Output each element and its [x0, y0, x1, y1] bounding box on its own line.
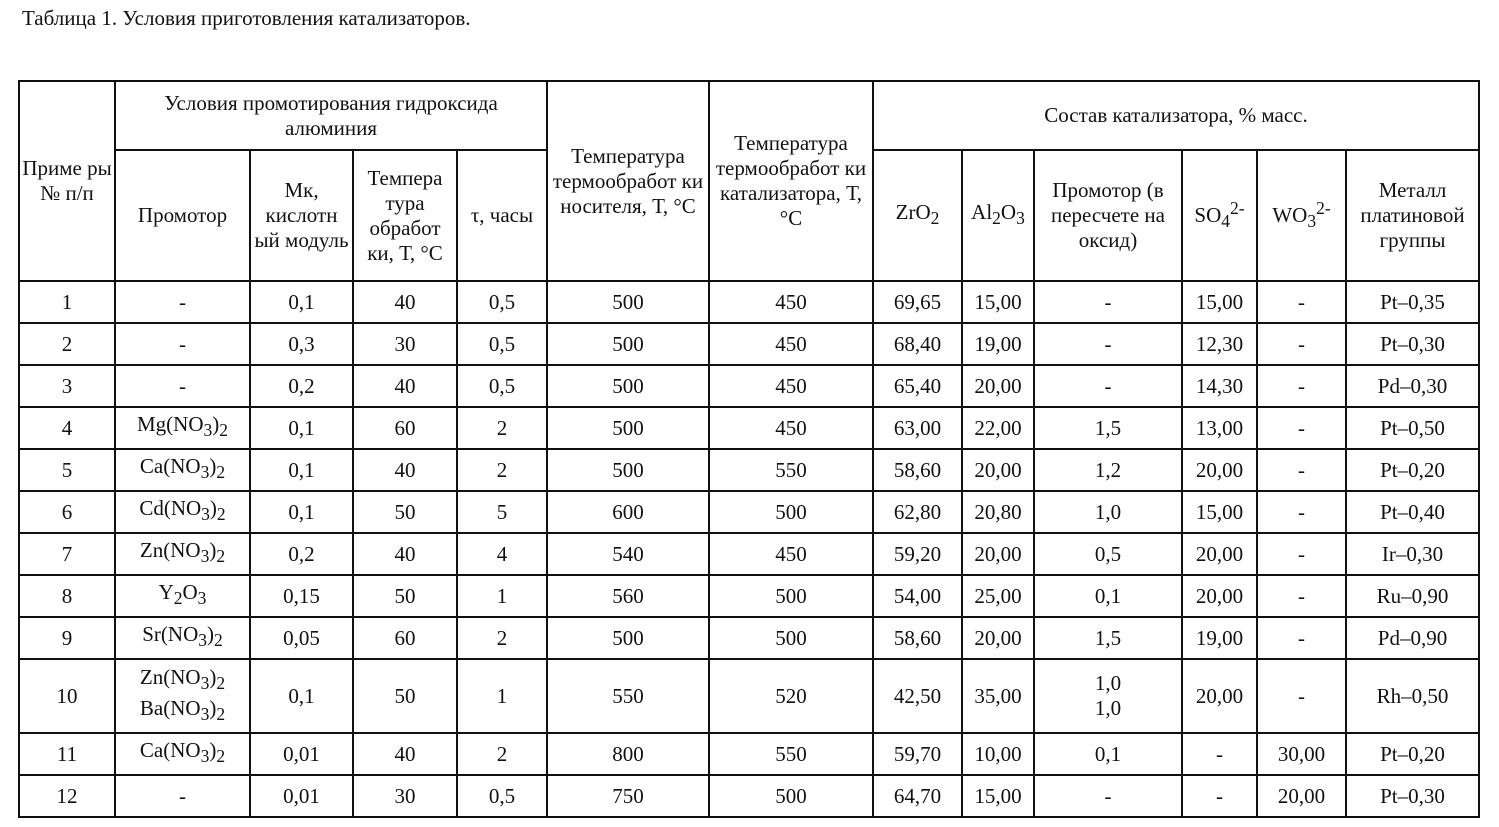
formula-part: -	[179, 331, 186, 356]
formula-part: Ca(NO	[139, 738, 201, 763]
cell-time-hours: 2	[457, 449, 547, 491]
table-row	[19, 659, 1479, 733]
promoter-oxide-value: -	[1104, 331, 1112, 356]
cell-metal: Pt–0,50	[1346, 407, 1479, 449]
table-row	[19, 575, 1479, 617]
promoter-oxide-value: 1,2	[1094, 457, 1122, 482]
cell-treatment-temperature: 40	[353, 449, 457, 491]
cell-al2o3: 20,00	[962, 365, 1034, 407]
formula-part: Zn(NO	[139, 538, 201, 563]
cell-promoter-oxide	[1034, 659, 1182, 733]
cell-acid-modulus: 0,01	[250, 775, 353, 817]
cell-metal: Pd–0,90	[1346, 617, 1479, 659]
cell-zro2: 58,60	[873, 449, 962, 491]
promoter-oxide-value: 0,1	[1094, 741, 1122, 766]
promoter-oxide-value: 0,1	[1094, 583, 1122, 608]
promoter-oxide-value: 1,5	[1094, 625, 1122, 650]
table-row	[19, 365, 1479, 407]
promoter-oxide-value: -	[1104, 783, 1112, 808]
cell-al2o3: 20,80	[962, 491, 1034, 533]
cell-carrier-temperature: 750	[547, 775, 709, 817]
cell-wo3: -	[1257, 491, 1346, 533]
formula-part: 2	[173, 588, 183, 609]
cell-al2o3: 15,00	[962, 281, 1034, 323]
cell-carrier-temperature: 500	[547, 407, 709, 449]
cell-metal: Pt–0,30	[1346, 323, 1479, 365]
formula-part: 2	[216, 504, 226, 525]
header-promoter-oxide: Промотор (в пересчете на оксид)	[1034, 150, 1182, 281]
header-catalyst-temperature: Температура термообработ ки катализатора, Т, °С	[709, 81, 873, 281]
table-row	[19, 533, 1479, 575]
promoter-formula	[117, 538, 248, 569]
promoter-formula	[117, 454, 248, 485]
so4-base: SO	[1194, 203, 1222, 228]
cell-promoter-oxide	[1034, 617, 1182, 659]
promoter-oxide-value: -	[1104, 373, 1112, 398]
cell-zro2: 69,65	[873, 281, 962, 323]
cell-zro2: 63,00	[873, 407, 962, 449]
cell-row-number: 8	[19, 575, 115, 617]
promoter-oxide-value: -	[1104, 289, 1112, 314]
cell-promoter-oxide	[1034, 281, 1182, 323]
cell-acid-modulus: 0,15	[250, 575, 353, 617]
cell-acid-modulus: 0,1	[250, 407, 353, 449]
promoter-formula	[117, 332, 248, 357]
cell-time-hours: 1	[457, 659, 547, 733]
formula-part: -	[179, 373, 186, 398]
cell-treatment-temperature: 30	[353, 775, 457, 817]
cell-promoter-oxide	[1034, 575, 1182, 617]
promoter-oxide-value: 1,0	[1094, 499, 1122, 524]
cell-treatment-temperature: 50	[353, 491, 457, 533]
formula-part: Ba(NO	[139, 696, 201, 720]
cell-time-hours: 2	[457, 733, 547, 775]
formula-part: -	[179, 289, 186, 314]
cell-zro2: 42,50	[873, 659, 962, 733]
cell-promoter	[115, 659, 250, 733]
promoter-formula	[117, 290, 248, 315]
cell-wo3: -	[1257, 659, 1346, 733]
cell-promoter-oxide	[1034, 775, 1182, 817]
header-wo3	[1257, 150, 1346, 281]
formula-part: )	[209, 664, 217, 689]
cell-acid-modulus: 0,1	[250, 659, 353, 733]
table-row	[19, 733, 1479, 775]
formula-part: Ca(NO	[139, 454, 201, 479]
cell-catalyst-temperature: 450	[709, 407, 873, 449]
cell-catalyst-temperature: 550	[709, 449, 873, 491]
cell-catalyst-temperature: 550	[709, 733, 873, 775]
cell-acid-modulus: 0,01	[250, 733, 353, 775]
header-time-hours: τ, часы	[457, 150, 547, 281]
cell-treatment-temperature: 60	[353, 617, 457, 659]
cell-carrier-temperature: 540	[547, 533, 709, 575]
cell-promoter	[115, 775, 250, 817]
cell-al2o3: 20,00	[962, 449, 1034, 491]
cell-acid-modulus: 0,2	[250, 365, 353, 407]
cell-treatment-temperature: 40	[353, 365, 457, 407]
cell-treatment-temperature: 40	[353, 733, 457, 775]
cell-metal: Pt–0,20	[1346, 733, 1479, 775]
cell-promoter-oxide	[1034, 491, 1182, 533]
header-zro2	[873, 150, 962, 281]
formula-part: 2	[216, 673, 226, 693]
cell-wo3: -	[1257, 281, 1346, 323]
cell-al2o3: 20,00	[962, 617, 1034, 659]
cell-row-number: 12	[19, 775, 115, 817]
zro2-sub: 2	[930, 208, 940, 229]
cell-treatment-temperature: 40	[353, 281, 457, 323]
formula-part: )	[209, 696, 217, 720]
cell-time-hours: 0,5	[457, 775, 547, 817]
header-platinum-group-metal: Металл платиновой группы	[1346, 150, 1479, 281]
table-row	[19, 281, 1479, 323]
cell-so4: -	[1182, 775, 1257, 817]
al2o3-a: Al	[971, 199, 993, 224]
formula-part: 2	[216, 462, 226, 483]
cell-so4: 20,00	[1182, 659, 1257, 733]
cell-al2o3: 19,00	[962, 323, 1034, 365]
cell-metal: Ru–0,90	[1346, 575, 1479, 617]
cell-carrier-temperature: 500	[547, 617, 709, 659]
cell-zro2: 58,60	[873, 617, 962, 659]
cell-time-hours: 0,5	[457, 323, 547, 365]
cell-al2o3: 22,00	[962, 407, 1034, 449]
cell-time-hours: 2	[457, 407, 547, 449]
formula-part: 3	[200, 546, 210, 567]
cell-treatment-temperature: 50	[353, 575, 457, 617]
formula-part: )	[212, 412, 220, 437]
formula-part: 3	[201, 504, 210, 525]
formula-part: Zn(NO	[139, 664, 201, 689]
formula-part: )	[209, 496, 217, 521]
cell-promoter	[115, 407, 250, 449]
cell-treatment-temperature: 30	[353, 323, 457, 365]
cell-row-number: 11	[19, 733, 115, 775]
cell-metal: Pt–0,20	[1346, 449, 1479, 491]
cell-metal: Ir–0,30	[1346, 533, 1479, 575]
cell-so4: 19,00	[1182, 617, 1257, 659]
formula-part: 3	[200, 704, 210, 725]
promoter-formula	[117, 738, 248, 769]
cell-carrier-temperature: 500	[547, 449, 709, 491]
formula-part: )	[209, 538, 217, 563]
header-promoter: Промотор	[115, 150, 250, 281]
formula-part: )	[209, 738, 217, 763]
wo3-sup: 2-	[1316, 198, 1331, 219]
formula-part: 3	[198, 630, 207, 651]
cell-al2o3: 15,00	[962, 775, 1034, 817]
formula-part: -	[179, 783, 186, 808]
formula-part: )	[209, 454, 217, 479]
cell-so4: 12,30	[1182, 323, 1257, 365]
cell-wo3: 30,00	[1257, 733, 1346, 775]
header-treatment-temperature: Темпера тура обработ ки, Т, °С	[353, 150, 457, 281]
formula-part: Cd(NO	[139, 496, 202, 521]
formula-part: 3	[197, 588, 207, 609]
formula-part: 3	[200, 462, 210, 483]
cell-so4: 20,00	[1182, 449, 1257, 491]
formula-part: 2	[219, 420, 228, 441]
so4-sub: 4	[1221, 211, 1231, 232]
cell-catalyst-temperature: 450	[709, 323, 873, 365]
cell-treatment-temperature: 60	[353, 407, 457, 449]
promoter-oxide-value: 1,0	[1094, 696, 1122, 720]
cell-treatment-temperature: 50	[353, 659, 457, 733]
formula-part: 2	[216, 746, 226, 767]
cell-promoter	[115, 449, 250, 491]
zro2-base: ZrO	[895, 199, 931, 224]
cell-promoter-oxide	[1034, 365, 1182, 407]
so4-sup: 2-	[1230, 198, 1245, 219]
cell-row-number: 1	[19, 281, 115, 323]
cell-so4: 13,00	[1182, 407, 1257, 449]
cell-time-hours: 0,5	[457, 365, 547, 407]
cell-promoter	[115, 281, 250, 323]
cell-promoter-oxide	[1034, 323, 1182, 365]
cell-wo3: -	[1257, 575, 1346, 617]
cell-carrier-temperature: 500	[547, 281, 709, 323]
cell-treatment-temperature: 40	[353, 533, 457, 575]
cell-so4: 20,00	[1182, 575, 1257, 617]
cell-promoter	[115, 617, 250, 659]
formula-part: 3	[203, 420, 213, 441]
cell-carrier-temperature: 600	[547, 491, 709, 533]
cell-metal: Rh–0,50	[1346, 659, 1479, 733]
table-row	[19, 775, 1479, 817]
formula-part: 3	[200, 673, 210, 693]
cell-al2o3: 35,00	[962, 659, 1034, 733]
cell-so4: 15,00	[1182, 491, 1257, 533]
header-row-number: Приме ры № п/п	[19, 81, 115, 281]
cell-time-hours: 0,5	[457, 281, 547, 323]
cell-wo3: -	[1257, 449, 1346, 491]
cell-wo3: -	[1257, 323, 1346, 365]
promoter-formula	[117, 496, 248, 527]
cell-so4: 20,00	[1182, 533, 1257, 575]
al2o3-sub2: 3	[1016, 208, 1025, 229]
cell-row-number: 2	[19, 323, 115, 365]
promoter-formula	[117, 622, 248, 653]
cell-zro2: 54,00	[873, 575, 962, 617]
formula-part: Sr(NO	[142, 622, 199, 647]
cell-promoter-oxide	[1034, 407, 1182, 449]
wo3-base: WO	[1272, 203, 1308, 228]
formula-part: Mg(NO	[137, 412, 204, 437]
formula-part: 3	[200, 746, 210, 767]
cell-acid-modulus: 0,3	[250, 323, 353, 365]
cell-catalyst-temperature: 450	[709, 533, 873, 575]
cell-row-number: 9	[19, 617, 115, 659]
cell-so4: 14,30	[1182, 365, 1257, 407]
catalyst-preparation-table	[18, 80, 1480, 818]
cell-metal: Pt–0,35	[1346, 281, 1479, 323]
cell-promoter	[115, 365, 250, 407]
promoter-formula	[117, 580, 248, 611]
cell-zro2: 64,70	[873, 775, 962, 817]
cell-row-number: 7	[19, 533, 115, 575]
cell-carrier-temperature: 560	[547, 575, 709, 617]
cell-promoter	[115, 575, 250, 617]
cell-zro2: 59,20	[873, 533, 962, 575]
cell-carrier-temperature: 500	[547, 365, 709, 407]
header-al2o3	[962, 150, 1034, 281]
cell-acid-modulus: 0,1	[250, 491, 353, 533]
header-acid-modulus: Мк, кислотн ый модуль	[250, 150, 353, 281]
header-carrier-temperature: Температура термообработ ки носителя, Т, °С	[547, 81, 709, 281]
header-catalyst-composition: Состав катализатора, % масс.	[873, 81, 1479, 150]
cell-wo3: -	[1257, 533, 1346, 575]
cell-zro2: 59,70	[873, 733, 962, 775]
cell-wo3: -	[1257, 365, 1346, 407]
cell-promoter	[115, 533, 250, 575]
formula-part: 2	[216, 704, 226, 725]
promoter-formula	[117, 412, 248, 443]
cell-al2o3: 25,00	[962, 575, 1034, 617]
promoter-formula	[117, 696, 248, 727]
cell-acid-modulus: 0,2	[250, 533, 353, 575]
promoter-formula	[117, 374, 248, 399]
cell-acid-modulus: 0,1	[250, 449, 353, 491]
al2o3-sub1: 2	[992, 208, 1001, 229]
cell-metal: Pt–0,30	[1346, 775, 1479, 817]
formula-part: 2	[214, 630, 223, 651]
table-row	[19, 449, 1479, 491]
promoter-formula	[117, 784, 248, 809]
header-so4	[1182, 150, 1257, 281]
cell-catalyst-temperature: 500	[709, 575, 873, 617]
cell-promoter-oxide	[1034, 733, 1182, 775]
promoter-formula	[117, 665, 248, 696]
cell-carrier-temperature: 500	[547, 323, 709, 365]
promoter-oxide-value: 1,0	[1094, 671, 1122, 695]
header-promotion-conditions: Условия промотирования гидроксида алюминия	[115, 81, 547, 150]
cell-so4: 15,00	[1182, 281, 1257, 323]
cell-promoter-oxide	[1034, 533, 1182, 575]
cell-catalyst-temperature: 500	[709, 775, 873, 817]
table-row	[19, 617, 1479, 659]
promoter-oxide-value: 1,5	[1094, 415, 1122, 440]
cell-metal: Pd–0,30	[1346, 365, 1479, 407]
cell-promoter-oxide	[1034, 449, 1182, 491]
cell-metal: Pt–0,40	[1346, 491, 1479, 533]
cell-wo3: -	[1257, 407, 1346, 449]
cell-time-hours: 4	[457, 533, 547, 575]
cell-row-number: 6	[19, 491, 115, 533]
cell-zro2: 62,80	[873, 491, 962, 533]
cell-acid-modulus: 0,1	[250, 281, 353, 323]
cell-so4: -	[1182, 733, 1257, 775]
al2o3-b: O	[1000, 199, 1017, 224]
table-row	[19, 323, 1479, 365]
cell-catalyst-temperature: 450	[709, 281, 873, 323]
table-row	[19, 407, 1479, 449]
formula-part: )	[207, 622, 214, 647]
cell-catalyst-temperature: 500	[709, 491, 873, 533]
promoter-oxide-value: 0,5	[1094, 541, 1122, 566]
cell-wo3: -	[1257, 617, 1346, 659]
cell-time-hours: 1	[457, 575, 547, 617]
cell-time-hours: 5	[457, 491, 547, 533]
wo3-sub: 3	[1307, 211, 1317, 232]
cell-carrier-temperature: 550	[547, 659, 709, 733]
cell-row-number: 4	[19, 407, 115, 449]
cell-row-number: 3	[19, 365, 115, 407]
cell-time-hours: 2	[457, 617, 547, 659]
cell-zro2: 65,40	[873, 365, 962, 407]
cell-al2o3: 10,00	[962, 733, 1034, 775]
cell-acid-modulus: 0,05	[250, 617, 353, 659]
cell-promoter	[115, 733, 250, 775]
cell-row-number: 5	[19, 449, 115, 491]
cell-carrier-temperature: 800	[547, 733, 709, 775]
cell-wo3: 20,00	[1257, 775, 1346, 817]
cell-al2o3: 20,00	[962, 533, 1034, 575]
cell-catalyst-temperature: 520	[709, 659, 873, 733]
table-caption: Таблица 1. Условия приготовления катализаторов.	[22, 6, 471, 30]
cell-catalyst-temperature: 450	[709, 365, 873, 407]
cell-catalyst-temperature: 500	[709, 617, 873, 659]
formula-part: 2	[216, 546, 226, 567]
cell-promoter	[115, 491, 250, 533]
cell-row-number: 10	[19, 659, 115, 733]
cell-promoter	[115, 323, 250, 365]
formula-part: Y	[158, 580, 174, 605]
table-row	[19, 491, 1479, 533]
table-body	[19, 281, 1479, 817]
cell-zro2: 68,40	[873, 323, 962, 365]
formula-part: O	[182, 580, 198, 605]
